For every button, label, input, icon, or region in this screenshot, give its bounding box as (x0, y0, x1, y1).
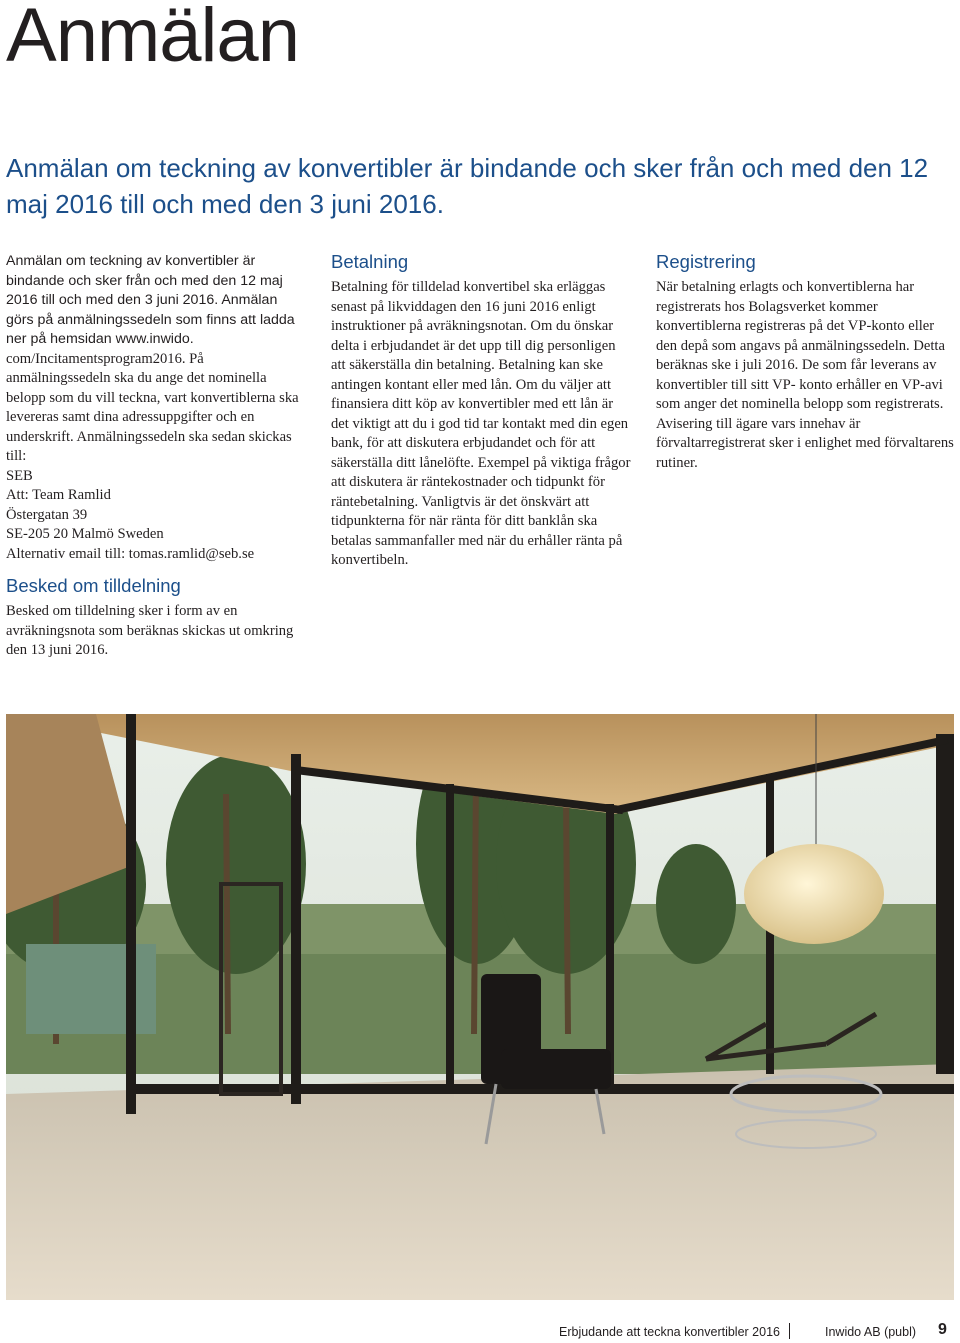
anmalan-intro-text: Anmälan om teckning av konvertibler är bindande och sker från och med den 12 maj 2016 till och med den 3 juni 2016. Anmälan görs på anmälningssedeln som finns att ladda ner på hemsidan www.inwido. (6, 253, 295, 347)
lead-paragraph: Anmälan om teckning av konvertibler är bindande och sker från och med den 12 maj 2016 till och med den 3 juni 2016. (6, 153, 929, 219)
address-line: Att: Team Ramlid (6, 487, 111, 503)
address-block (6, 467, 306, 565)
besked-text: Besked om tilldelning sker i form av en avräkningsnota som beräknas skickas ut omkring den 13 juni 2016. (6, 603, 294, 658)
page-footer (0, 1320, 960, 1342)
column-anmalan (6, 252, 306, 661)
page-number: 9 (938, 1321, 947, 1338)
betalning-text: Betalning för tilldelad konvertibel ska erläggas senast på likviddagen den 16 juni 2016 enligt instruktioner på avräkningsnotan. Om du önskar delta i erbjudandet är det upp till dig personligen att säkerställa din betalning. Betalning kan ske antingen kontant eller med lån. Om du väljer att finansiera ditt köp av konvertibler med ett lån är det viktigt att du i god tid tar kontakt med din egen bank, för att diskutera erbjudandet och för att säkerställa ditt lånelöfte. Exempel på viktiga frågor att diskutera är räntekostnader och tidpunkt för räntebetalning. Vanligtvis är det önskvärt att tidpunkterna för när ränta för ditt banklån ska betalas sammanfaller med när du erhåller ränta på konvertibeln. (331, 279, 631, 568)
registrering-text: När betalning erlagts och konvertiblerna har registrerats hos Bolagsverket kommer konvertiblerna registreras på det VP-konto eller den depå som angavs på anmälningssedeln. Detta beräknas ske i juli 2016. De som får leverans av konvertibler till sitt VP- konto erhåller en VP-avi som anger det nominella belopp som registrerats. Avisering till ägare vars innehav är förvaltarregistrerat sker i enlighet med förvaltarens rutiner. (656, 279, 954, 471)
footer-company: Inwido AB (publ) (825, 1325, 917, 1339)
registrering-heading: Registrering (656, 251, 756, 272)
column-registrering (656, 250, 956, 473)
address-line: SEB (6, 467, 33, 484)
address-line: Alternativ email till: tomas.ramlid@seb.se (6, 545, 255, 562)
address-line: SE-205 20 Malmö Sweden (6, 526, 164, 542)
footer-publication-title: Erbjudande att teckna konvertibler 2016 (559, 1325, 780, 1339)
column-betalning (331, 250, 631, 571)
page-heading: Anmälan (6, 0, 299, 78)
besked-heading: Besked om tilldelning (6, 575, 181, 596)
footer-divider (789, 1323, 790, 1339)
betalning-heading: Betalning (331, 251, 409, 272)
interior-photo (6, 714, 954, 1300)
address-line: Östergatan 39 (6, 506, 88, 523)
anmalan-instructions-text: com/Incitamentsprogram2016. På anmälningssedeln ska du ange det nominella belopp som du vill teckna, vart konvertiblerna ska levereras samt dina adressuppgifter och en underskrift. Anmälningssedeln ska sedan skickas till: (6, 350, 299, 464)
